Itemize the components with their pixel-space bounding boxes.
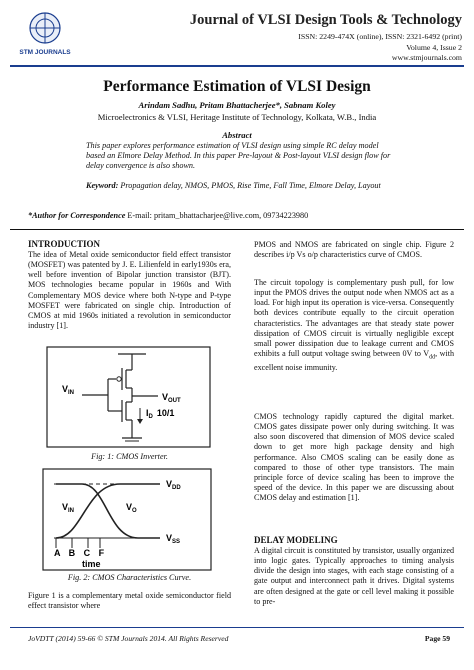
right-paragraph-1	[254, 278, 454, 373]
vdd-subscript: dd	[429, 354, 436, 361]
fig2-vss-label: $V_{SS}$	[166, 533, 181, 545]
introduction-heading: INTRODUCTION	[28, 239, 101, 249]
journal-website[interactable]: www.stmjournals.com	[391, 53, 462, 62]
stm-journals-logo	[10, 8, 80, 60]
journal-issn: ISSN: 2249-474X (online), ISSN: 2321-6492 (print)	[298, 32, 462, 41]
correspondence-label: *Author for Correspondence	[28, 211, 126, 220]
page-number: Page 59	[424, 634, 450, 643]
abstract-text: This paper explores performance estimation of VLSI design using simple RC delay model based an Elmore Delay Method. In this paper Pre-layout & Post-layout VLSI design flow for delay convergence is also shown.	[86, 141, 391, 171]
right-paragraph-2: CMOS technology rapidly captured the digital market. CMOS gates dissipate power only during switching. It was also soon discovered that dimension of MOS device scaled down to get more high package density and high performance. Also CMOS scaling can be easily done as compared to those of other type transistors. The main principle force of device scaling has been to improve the speed of the device. In this paper we are discussing about CMOS delay and estimation [1].	[254, 412, 454, 503]
cmos-characteristics-figure	[42, 468, 212, 571]
right-paragraph-1-end: , with excellent noise immunity.	[254, 349, 454, 372]
delay-modeling-paragraph: A digital circuit is constituted by transistor, usually organized into logic gates. Typically approaches to timing analysis divide the design into stages, with each stage consisting of a gate output and interconnect path it drives. Digital systems are often designed at the gate or cell level making it possible to pre-	[254, 546, 454, 606]
keywords-label: Keyword:	[86, 181, 119, 190]
intro-paragraph-1: The idea of Metal oxide semiconductor field effect transistor (MOSFET) was patented by J. E. Lilienfeld in early1930s era, well before invention of Bipolar junction transistor (BJT). MOS technologies became popular in 1960s and With Complementary MOS device where both N-type and P-type MOSFET were fabricated on single chip. Introduction of CMOS at mid 1960s initiated a revolution in semiconductor industry [1].	[28, 250, 231, 331]
right-paragraph-0: PMOS and NMOS are fabricated on single chip. Figure 2 describes i/p Vs o/p characteristics curve of CMOS.	[254, 240, 454, 260]
journal-title: Journal of VLSI Design Tools & Technology	[189, 12, 462, 28]
abstract-heading: Abstract	[222, 130, 252, 140]
right-paragraph-1-text: The circuit topology is complementary push pull, for low input the PMOS drives the output node when NMOS act as a load. For high input its operation is vice-versa. Consequently both devices contribute equally to the circuit operation characteristics. The advantages are that steady state power dissipation of CMOS circuit is virtually negligible except small power dissipation due to leakage current and CMOS exhibits a full output voltage swing between 0V to V	[254, 278, 454, 359]
svg-text:STM JOURNALS: STM JOURNALS	[19, 49, 71, 56]
intro-paragraph-2: Figure 1 is a complementary metal oxide semiconductor field effect transistor where	[28, 591, 231, 611]
keywords	[86, 181, 391, 191]
fig2-vo-label: $V_O$	[126, 502, 137, 514]
fig2-point-labels: A B C F	[54, 548, 105, 558]
fig2-vdd-label: $V_{DD}$	[166, 479, 181, 491]
footer-rule	[10, 627, 464, 628]
header-rule	[10, 65, 464, 67]
keywords-text: Propagation delay, NMOS, PMOS, Rise Time, Fall Time, Elmore Delay, Layout	[120, 181, 381, 190]
section-separator	[10, 229, 464, 230]
footer-copyright: JoVDTT (2014) 59-66 © STM Journals 2014. All Rights Reserved	[28, 634, 229, 643]
correspondence	[28, 211, 308, 220]
paper-authors: Arindam Sadhu, Pritam Bhattacherjee*, Sabnam Koley	[138, 100, 336, 110]
fig1-vin-label: $V_{IN}$	[62, 384, 75, 396]
cmos-inverter-figure	[46, 346, 211, 448]
correspondence-text: E-mail: pritam_bhattacharjee@live.com, 09734223980	[127, 211, 309, 220]
paper-title: Performance Estimation of VLSI Design	[103, 78, 371, 95]
figure-2-caption: Fig. 2: CMOS Characteristics Curve.	[67, 573, 192, 582]
fig1-vout-label: $V_{OUT}$	[162, 392, 181, 404]
fig1-id-label: $I_D$ 10/1	[146, 408, 175, 420]
figure-1-caption: Fig: 1: CMOS Inverter.	[91, 452, 168, 461]
journal-volume: Volume 4, Issue 2	[406, 43, 462, 52]
paper-affiliation: Microelectronics & VLSI, Heritage Institute of Technology, Kolkata, W.B., India	[97, 112, 377, 122]
fig2-vin-label: $V_{IN}$	[62, 502, 75, 514]
delay-modeling-heading: DELAY MODELING	[254, 535, 338, 545]
fig2-time-label: time	[82, 559, 101, 569]
